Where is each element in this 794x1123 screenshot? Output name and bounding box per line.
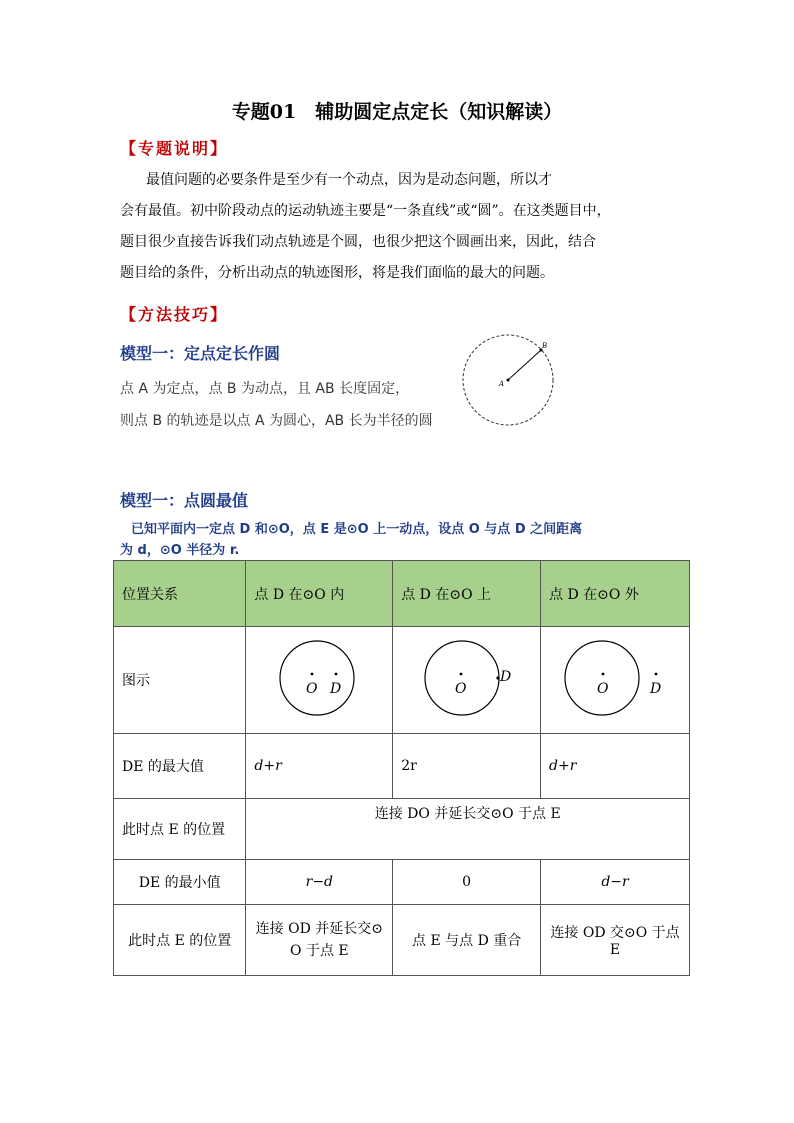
row-label: 此时点 E 的位置 bbox=[114, 799, 246, 860]
svg-text:D: D bbox=[330, 681, 342, 697]
section-tag-method: 【方法技巧】 bbox=[120, 305, 229, 324]
diagram-outside bbox=[541, 627, 690, 734]
table-cell: d+r bbox=[246, 734, 393, 799]
header-cell: 点 D 在⊙O 内 bbox=[246, 561, 393, 627]
circle-point-on-figure bbox=[417, 630, 517, 726]
svg-text:D: D bbox=[650, 681, 662, 697]
row-label: 图示 bbox=[114, 627, 246, 734]
merged-cell: 连接 DO 并延长交⊙O 于点 E bbox=[246, 799, 690, 860]
table-row-max bbox=[114, 734, 690, 799]
cell-line: 连接 OD 并延长交⊙ bbox=[255, 921, 383, 937]
table-header-row bbox=[114, 561, 690, 627]
model2-line-2: 为 d，⊙O 半径为 r. bbox=[120, 543, 240, 558]
table-cell: 连接 OD 交⊙O 于点 E bbox=[541, 905, 690, 976]
comparison-table bbox=[113, 560, 690, 976]
label-b: B bbox=[542, 342, 548, 350]
table-cell: r−d bbox=[246, 860, 393, 905]
svg-text:D: D bbox=[499, 669, 511, 685]
row-label: DE 的最大值 bbox=[114, 734, 246, 799]
row-label: DE 的最小值 bbox=[114, 860, 246, 905]
model2-line-1: 已知平面内一定点 D 和⊙O，点 E 是⊙O 上一动点，设点 O 与点 D 之间距离 bbox=[131, 522, 583, 537]
page-title: 专题01 辅助圆定点定长（知识解读） bbox=[231, 101, 563, 123]
point-a bbox=[507, 379, 510, 382]
table-row-diagram bbox=[114, 627, 690, 734]
svg-text:O: O bbox=[597, 681, 609, 697]
table-row-max-position bbox=[114, 799, 690, 860]
row-label: 此时点 E 的位置 bbox=[114, 905, 246, 976]
intro-line-1: 最值问题的必要条件是至少有一个动点，因为是动态问题，所以才 bbox=[146, 172, 552, 188]
circle-point-inside-figure bbox=[269, 630, 369, 726]
svg-text:O: O bbox=[306, 681, 318, 697]
model1-line-2: 则点 B 的轨迹是以点 A 为圆心，AB 长为半径的圆 bbox=[120, 413, 433, 429]
table-cell: d−r bbox=[541, 860, 690, 905]
model1-circle-diagram bbox=[455, 330, 565, 430]
segment-ab bbox=[508, 350, 541, 380]
diagram-on bbox=[393, 627, 541, 734]
table-cell: d+r bbox=[541, 734, 690, 799]
header-cell: 点 D 在⊙O 上 bbox=[393, 561, 541, 627]
diagram-inside bbox=[246, 627, 393, 734]
table-row-min bbox=[114, 860, 690, 905]
cell-line: O 于点 E bbox=[290, 943, 349, 959]
table-cell bbox=[246, 905, 393, 976]
intro-line-2: 会有最值。初中阶段动点的运动轨迹主要是“一条直线”或“圆”。在这类题目中， bbox=[120, 203, 611, 219]
intro-line-4: 题目给的条件，分析出动点的轨迹图形，将是我们面临的最大的问题。 bbox=[120, 265, 554, 281]
intro-line-3: 题目很少直接告诉我们动点轨迹是个圆，也很少把这个圆画出来，因此，结合 bbox=[120, 234, 596, 250]
model2-heading: 模型一：点圆最值 bbox=[120, 491, 249, 510]
model1-line-1: 点 A 为定点，点 B 为动点，且 AB 长度固定， bbox=[120, 381, 410, 397]
header-cell: 点 D 在⊙O 外 bbox=[541, 561, 690, 627]
header-cell: 位置关系 bbox=[114, 561, 246, 627]
circle-point-outside-figure bbox=[555, 630, 675, 726]
model1-heading: 模型一：定点定长作圆 bbox=[120, 344, 281, 363]
table-cell: 点 E 与点 D 重合 bbox=[393, 905, 541, 976]
section-tag-description: 【专题说明】 bbox=[120, 139, 229, 158]
label-a: A bbox=[499, 380, 505, 388]
table-cell: 2r bbox=[393, 734, 541, 799]
svg-text:O: O bbox=[454, 681, 467, 697]
table-cell: 0 bbox=[393, 860, 541, 905]
table-row-min-position bbox=[114, 905, 690, 976]
